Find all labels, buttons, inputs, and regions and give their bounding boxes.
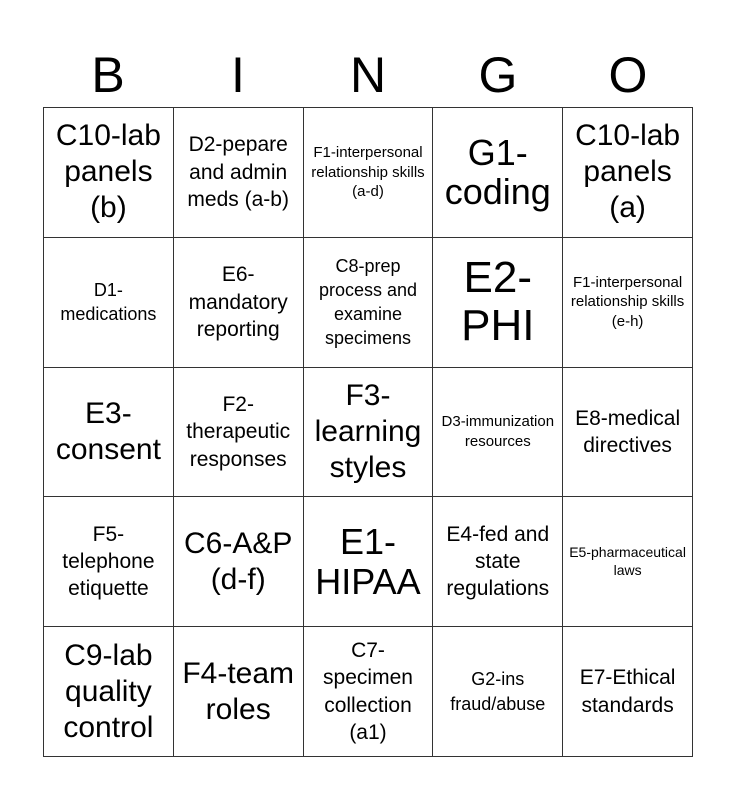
bingo-cell-r5-c3[interactable]: C7-specimen collection (a1) bbox=[304, 627, 434, 757]
header-letter-g: G bbox=[478, 47, 518, 103]
bingo-cell-r3-c5[interactable]: E8-medical directives bbox=[563, 368, 693, 498]
bingo-cell-r5-c2[interactable]: F4-team roles bbox=[174, 627, 304, 757]
bingo-cell-r5-c1[interactable]: C9-lab quality control bbox=[44, 627, 174, 757]
bingo-cell-r2-c1[interactable]: D1-medications bbox=[44, 238, 174, 368]
bingo-cell-r3-c2[interactable]: F2-therapeutic responses bbox=[174, 368, 304, 498]
bingo-cell-r2-c5[interactable]: F1-interpersonal relationship skills (e-h) bbox=[563, 238, 693, 368]
bingo-cell-r2-c4[interactable]: E2-PHI bbox=[433, 238, 563, 368]
bingo-cell-r3-c3[interactable]: F3-learning styles bbox=[304, 368, 434, 498]
header-letter-o: O bbox=[608, 47, 648, 103]
bingo-cell-r4-c3[interactable]: E1-HIPAA bbox=[304, 497, 434, 627]
bingo-header bbox=[43, 44, 693, 106]
header-letter-b: B bbox=[91, 47, 125, 103]
bingo-cell-r4-c2[interactable]: C6-A&P (d-f) bbox=[174, 497, 304, 627]
bingo-board bbox=[43, 107, 693, 757]
bingo-cell-r4-c5[interactable]: E5-pharmaceutical laws bbox=[563, 497, 693, 627]
bingo-cell-r5-c5[interactable]: E7-Ethical standards bbox=[563, 627, 693, 757]
bingo-cell-r4-c1[interactable]: F5-telephone etiquette bbox=[44, 497, 174, 627]
bingo-cell-r3-c4[interactable]: D3-immunization resources bbox=[433, 368, 563, 498]
bingo-cell-r2-c3[interactable]: C8-prep process and examine specimens bbox=[304, 238, 434, 368]
bingo-cell-r4-c4[interactable]: E4-fed and state regulations bbox=[433, 497, 563, 627]
bingo-cell-r1-c3[interactable]: F1-interpersonal relationship skills (a-d) bbox=[304, 108, 434, 238]
header-letter-i: I bbox=[231, 47, 245, 103]
bingo-cell-r5-c4[interactable]: G2-ins fraud/abuse bbox=[433, 627, 563, 757]
bingo-cell-r1-c1[interactable]: C10-lab panels (b) bbox=[44, 108, 174, 238]
bingo-cell-r1-c5[interactable]: C10-lab panels (a) bbox=[563, 108, 693, 238]
bingo-cell-r3-c1[interactable]: E3-consent bbox=[44, 368, 174, 498]
header-letter-n: N bbox=[349, 47, 387, 103]
bingo-cell-r1-c4[interactable]: G1-coding bbox=[433, 108, 563, 238]
bingo-cell-r1-c2[interactable]: D2-pepare and admin meds (a-b) bbox=[174, 108, 304, 238]
bingo-cell-r2-c2[interactable]: E6-mandatory reporting bbox=[174, 238, 304, 368]
